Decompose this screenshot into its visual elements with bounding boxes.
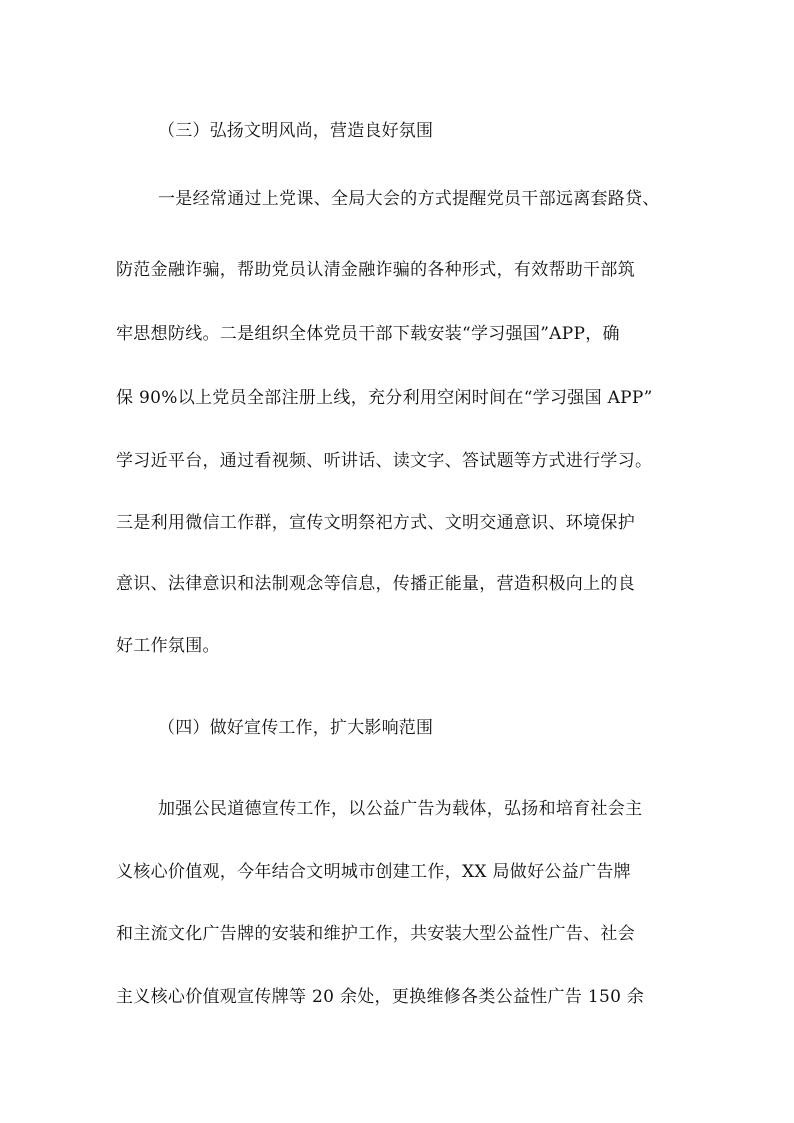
paragraph-line: 一是经常通过上党课、全局大会的方式提醒党员干部远离套路贷、 (158, 189, 660, 209)
paragraph-line: 三是利用微信工作群，宣传文明祭祀方式、文明交通意识、环境保护 (116, 513, 635, 533)
paragraph-line: 牢思想防线。二是组织全体党员干部下载安装“学习强国”APP，确 (116, 324, 620, 344)
paragraph-line: 加强公民道德宣传工作，以公益广告为载体，弘扬和培育社会主 (158, 799, 643, 819)
section-3-heading: （三）弘扬文明风尚，营造良好氛围 (158, 121, 434, 141)
section-4-heading: （四）做好宣传工作，扩大影响范围 (158, 718, 434, 738)
paragraph-line: 好工作氛围。 (116, 636, 220, 656)
paragraph-line: 保 90%以上党员全部注册上线，充分利用空闲时间在“学习强国 APP” (116, 388, 653, 408)
paragraph-line: 意识、法律意识和法制观念等信息，传播正能量，营造积极向上的良 (116, 574, 635, 594)
paragraph-line: 学习近平台，通过看视频、听讲话、读文字、答试题等方式进行学习。 (116, 451, 653, 471)
paragraph-line: 主义核心价值观宣传牌等 20 余处，更换维修各类公益性广告 150 余 (116, 987, 645, 1007)
paragraph-line: 义核心价值观，今年结合文明城市创建工作，XX 局做好公益广告牌 (116, 862, 631, 882)
paragraph-line: 防范金融诈骗，帮助党员认清金融诈骗的各种形式，有效帮助干部筑 (116, 260, 635, 280)
paragraph-line: 和主流文化广告牌的安装和维护工作，共安装大型公益性广告、社会 (116, 924, 635, 944)
